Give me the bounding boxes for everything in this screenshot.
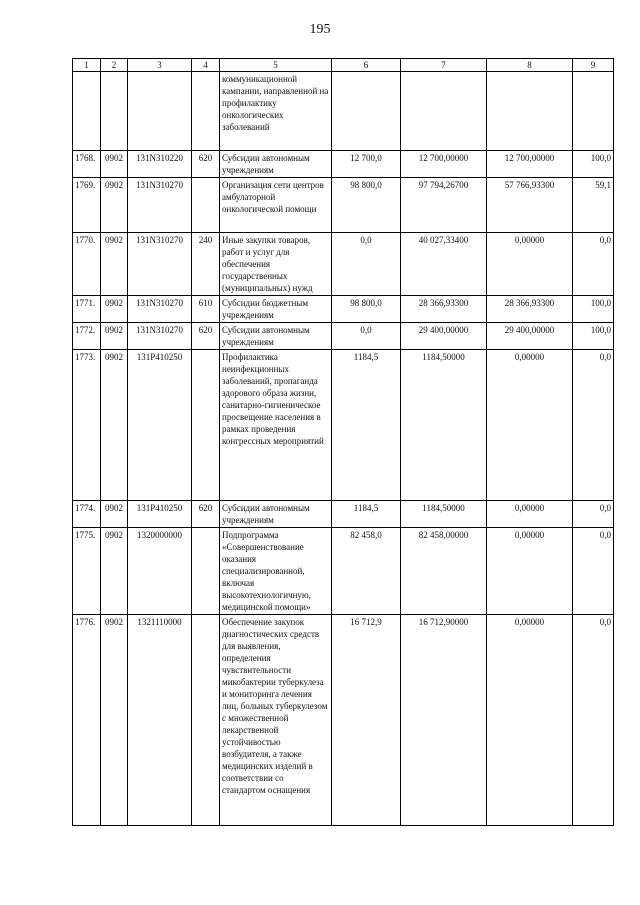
cell-num: 1773. [73, 350, 101, 501]
cell-executed: 28 366,93300 [487, 296, 573, 323]
cell-section: 0902 [101, 296, 128, 323]
table-row-continuation [73, 72, 614, 151]
cell-section: 0902 [101, 528, 128, 615]
column-header: 2 [101, 59, 128, 72]
cell-plan: 82 458,0 [332, 528, 401, 615]
cell-name: Подпрограмма «Совершенствование оказания специализированной, включая высокотехнологичную, медицинской помощи» [220, 528, 332, 615]
cell-empty [128, 72, 192, 151]
cell-percent: 0,0 [573, 233, 614, 296]
cell-target: 131N310270 [128, 296, 192, 323]
cell-num: 1772. [73, 323, 101, 350]
cell-refined: 1184,50000 [401, 501, 487, 528]
cell-refined: 97 794,26700 [401, 178, 487, 233]
cell-executed: 29 400,00000 [487, 323, 573, 350]
column-header: 1 [73, 59, 101, 72]
cell-plan: 0,0 [332, 233, 401, 296]
table-row [73, 296, 614, 323]
cell-type [192, 528, 220, 615]
cell-executed: 12 700,00000 [487, 151, 573, 178]
table-row [73, 323, 614, 350]
cell-name: Организация сети центров амбулаторной онкологической помощи [220, 178, 332, 233]
cell-section: 0902 [101, 615, 128, 826]
cell-type: 620 [192, 323, 220, 350]
cell-section: 0902 [101, 151, 128, 178]
cell-executed: 0,00000 [487, 233, 573, 296]
column-header: 5 [220, 59, 332, 72]
table-row [73, 233, 614, 296]
cell-name: Субсидии автономным учреждениям [220, 323, 332, 350]
cell-refined: 28 366,93300 [401, 296, 487, 323]
cell-empty [73, 72, 101, 151]
cell-type: 620 [192, 501, 220, 528]
cell-percent: 100,0 [573, 323, 614, 350]
cell-plan: 12 700,0 [332, 151, 401, 178]
table-row [73, 528, 614, 615]
cell-name: Профилактика неинфекционных заболеваний, пропаганда здорового образа жизни, санитарно-гигиеническое просвещение населения в рамках проведения конгрессных мероприятий [220, 350, 332, 501]
cell-target: 131N310270 [128, 233, 192, 296]
cell-percent: 0,0 [573, 350, 614, 501]
cell-empty [573, 72, 614, 151]
cell-executed: 57 766,93300 [487, 178, 573, 233]
budget-table [72, 58, 614, 826]
column-header: 6 [332, 59, 401, 72]
cell-refined: 12 700,00000 [401, 151, 487, 178]
cell-num: 1774. [73, 501, 101, 528]
cell-target: 131P410250 [128, 501, 192, 528]
cell-plan: 98 800,0 [332, 296, 401, 323]
column-header: 3 [128, 59, 192, 72]
cell-percent: 100,0 [573, 296, 614, 323]
cell-target: 1321110000 [128, 615, 192, 826]
cell-empty [101, 72, 128, 151]
cell-refined: 16 712,90000 [401, 615, 487, 826]
cell-section: 0902 [101, 233, 128, 296]
cell-refined: 29 400,00000 [401, 323, 487, 350]
cell-section: 0902 [101, 323, 128, 350]
cell-target: 1320000000 [128, 528, 192, 615]
cell-plan: 98 800,0 [332, 178, 401, 233]
cell-plan: 1184,5 [332, 501, 401, 528]
cell-plan: 16 712,9 [332, 615, 401, 826]
cell-num: 1769. [73, 178, 101, 233]
cell-percent: 100,0 [573, 151, 614, 178]
cell-num: 1770. [73, 233, 101, 296]
column-header: 4 [192, 59, 220, 72]
table-row [73, 178, 614, 233]
cell-percent: 0,0 [573, 528, 614, 615]
page-number: 195 [309, 22, 331, 37]
cell-section: 0902 [101, 350, 128, 501]
column-header: 7 [401, 59, 487, 72]
cell-name: коммуникационной кампании, направленной на профилактику онкологических заболеваний [220, 72, 332, 151]
cell-executed: 0,00000 [487, 528, 573, 615]
header-row [73, 59, 614, 72]
cell-target: 131N310270 [128, 323, 192, 350]
cell-percent: 0,0 [573, 615, 614, 826]
table-row [73, 501, 614, 528]
cell-type [192, 178, 220, 233]
cell-refined: 40 027,33400 [401, 233, 487, 296]
cell-type: 620 [192, 151, 220, 178]
cell-num: 1776. [73, 615, 101, 826]
cell-plan: 1184,5 [332, 350, 401, 501]
cell-section: 0902 [101, 178, 128, 233]
cell-target: 131N310270 [128, 178, 192, 233]
cell-executed: 0,00000 [487, 501, 573, 528]
cell-refined: 82 458,00000 [401, 528, 487, 615]
cell-empty [332, 72, 401, 151]
cell-num: 1768. [73, 151, 101, 178]
cell-name: Иные закупки товаров, работ и услуг для обеспечения государственных (муниципальных) нужд [220, 233, 332, 296]
cell-percent: 59,1 [573, 178, 614, 233]
cell-percent: 0,0 [573, 501, 614, 528]
cell-type: 240 [192, 233, 220, 296]
cell-executed: 0,00000 [487, 350, 573, 501]
cell-empty [192, 72, 220, 151]
column-header: 8 [487, 59, 573, 72]
cell-num: 1771. [73, 296, 101, 323]
cell-name: Субсидии бюджетным учреждениям [220, 296, 332, 323]
cell-section: 0902 [101, 501, 128, 528]
table-row [73, 151, 614, 178]
cell-empty [487, 72, 573, 151]
cell-plan: 0,0 [332, 323, 401, 350]
cell-num: 1775. [73, 528, 101, 615]
table-row [73, 615, 614, 826]
cell-target: 131P410250 [128, 350, 192, 501]
cell-name: Субсидии автономным учреждениям [220, 501, 332, 528]
cell-empty [401, 72, 487, 151]
cell-type: 610 [192, 296, 220, 323]
cell-name: Обеспечение закупок диагностических средств для выявления, определения чувствительности микобактерии туберкулеза и мониторинга лечения лиц, больных туберкулезом с множественной лекарственной устойчивостью возбудителя, а также медицинских изделий в соответствии со стандартом оснащения [220, 615, 332, 826]
cell-refined: 1184,50000 [401, 350, 487, 501]
cell-target: 131N310220 [128, 151, 192, 178]
column-header: 9 [573, 59, 614, 72]
cell-type [192, 615, 220, 826]
cell-name: Субсидии автономным учреждениям [220, 151, 332, 178]
cell-type [192, 350, 220, 501]
table-row [73, 350, 614, 501]
cell-executed: 0,00000 [487, 615, 573, 826]
